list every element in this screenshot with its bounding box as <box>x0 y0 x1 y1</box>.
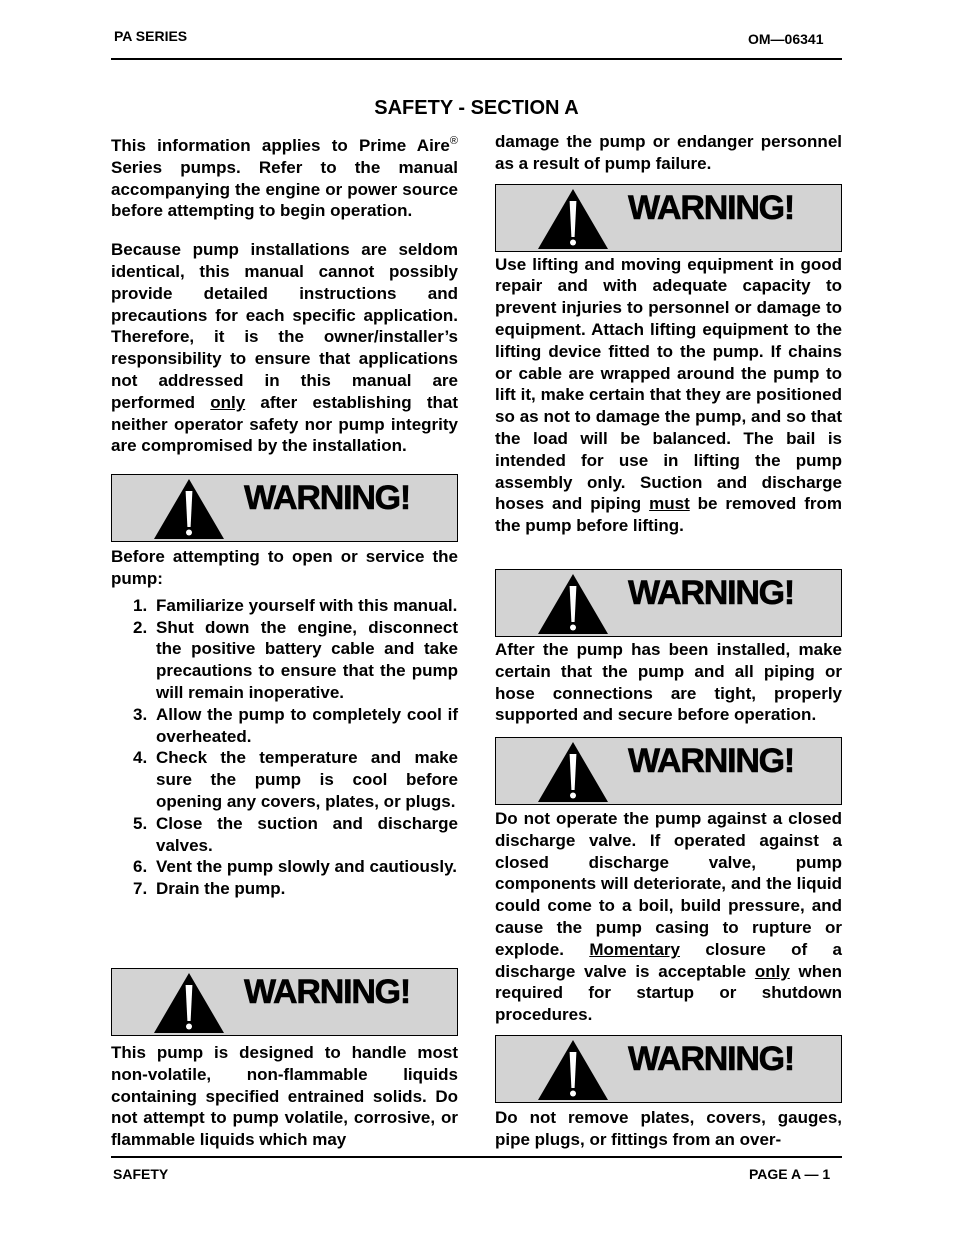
installation-paragraph: Because pump installations are seldom identical, this manual cannot possibly provide detailed instructions and precautions for each specific application. Therefore, it is the owner/installer’s responsibility to ensure that applications not addressed in this manual are performed only after establishing that neither operator safety nor pump integrity are compromised by the installation. <box>111 240 458 456</box>
right-column-closed <box>495 737 842 1026</box>
warning-box <box>495 184 842 252</box>
registered-mark: ® <box>449 135 458 147</box>
warning-label: WARNING! <box>628 188 795 227</box>
list-item: 5. Close the suction and discharge valves. <box>133 813 458 855</box>
warning-label: WARNING! <box>628 574 795 612</box>
list-item: 4. Check the temperature and make sure the pump is cool before opening any covers, plates, or plugs. <box>133 748 458 811</box>
list-item: 3. Allow the pump to completely cool if overheated. <box>133 704 458 746</box>
warning-box <box>111 968 458 1036</box>
footer-rule <box>111 1156 842 1158</box>
closed-valve-paragraph: Do not operate the pump against a closed discharge valve. If operated against a closed discharge valve, pump components will deteriorate, and the liquid could come to a boil, build pressure, and cause the pump casing to rupture or explode. Momentary closure of a discharge valve is acceptable only when required for startup or shutdown procedures. <box>495 809 843 1025</box>
section-title: SAFETY - SECTION A <box>374 97 579 119</box>
right-column-mid <box>495 569 842 726</box>
left-column <box>111 131 458 900</box>
service-intro: Before attempting to open or service the pump: <box>111 547 458 588</box>
header-rule <box>111 58 842 60</box>
warning-triangle-icon <box>536 572 610 636</box>
warning-box <box>495 569 842 637</box>
warning-box <box>111 474 458 542</box>
lifting-paragraph: Use lifting and moving equipment in good repair and with adequate capacity to prevent injuries to personnel or damage to equipment. Attach lifting equipment to the lifting device fitted to the pump. If chains or cable are wrapped around the pump to lift it, make certain that they are positioned so as not to damage the pump, and so that the load will be balanced. The bail is intended for use in lifting the pump assembly only. Suction and discharge hoses and piping must be removed from the pump before lifting. <box>495 254 843 536</box>
service-steps <box>111 595 458 900</box>
remove-fittings-paragraph: Do not remove plates, covers, gauges, pipe plugs, or fittings from an over- <box>495 1108 842 1149</box>
warning-label: WARNING! <box>244 973 411 1011</box>
warning-box <box>495 1035 842 1103</box>
header-right: OM—06341 <box>748 31 824 47</box>
warning-label: WARNING! <box>244 479 411 518</box>
warning-box <box>495 737 842 805</box>
intro-paragraph: This information applies to Prime Aire® Series pumps. Refer to the manual accompanying the engine or power source before attempting to begin operation. <box>111 135 458 221</box>
warning-triangle-icon <box>536 740 610 804</box>
warning-triangle-icon <box>536 1038 610 1102</box>
list-item: 1. Familiarize yourself with this manual. <box>133 595 458 615</box>
warning-triangle-icon <box>152 477 226 541</box>
continued-paragraph: damage the pump or endanger personnel as a result of pump failure. <box>495 132 842 173</box>
list-item: 2. Shut down the engine, disconnect the positive battery cable and take precautions to ensure that the pump will remain inoperative. <box>133 617 458 702</box>
volatile-liquids-paragraph: This pump is designed to handle most non-volatile, non-flammable liquids containing specified entrained solids. Do not attempt to pump volatile, corrosive, or flammable liquids which may <box>111 1043 458 1150</box>
warning-label: WARNING! <box>628 742 795 780</box>
warning-triangle-icon <box>536 187 610 251</box>
installed-paragraph: After the pump has been installed, make certain that the pump and all piping or hose connections are tight, properly supported and secure before operation. <box>495 640 842 725</box>
footer-left: SAFETY <box>113 1166 169 1182</box>
warning-triangle-icon <box>152 971 226 1035</box>
footer-right: PAGE A — 1 <box>749 1166 831 1182</box>
right-column-lower <box>495 1035 842 1151</box>
warning-label: WARNING! <box>628 1040 795 1078</box>
right-column <box>495 131 842 537</box>
list-item: 6. Vent the pump slowly and cautiously. <box>133 857 458 877</box>
header-left: PA SERIES <box>114 28 188 44</box>
list-item: 7. Drain the pump. <box>133 879 286 899</box>
left-column-lower <box>111 968 458 1151</box>
